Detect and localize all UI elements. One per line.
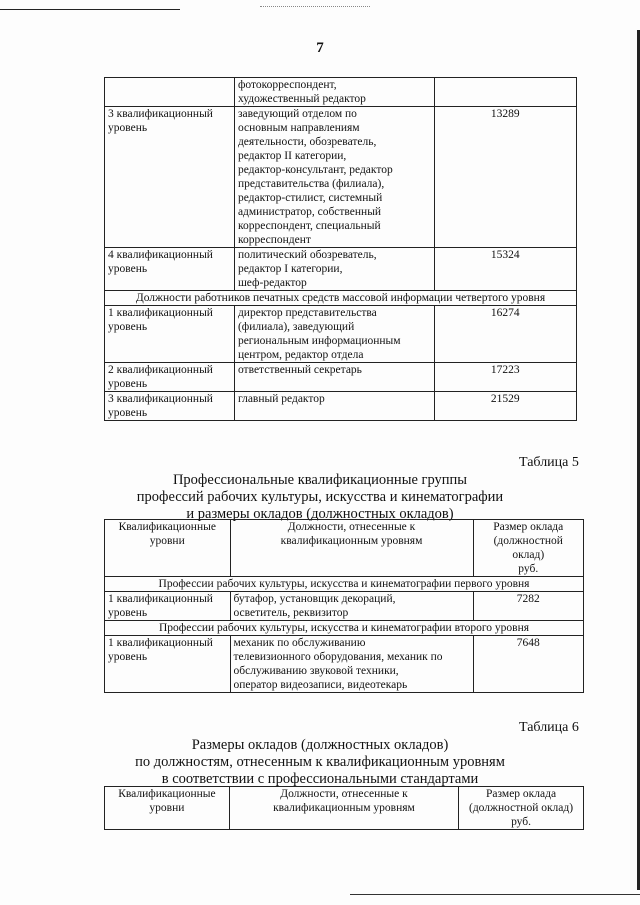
header-salary-cell <box>459 787 584 830</box>
header-salary-text: Размер оклада <box>486 788 557 800</box>
table-row <box>105 592 584 621</box>
positions-text: редактор I категории, <box>237 263 343 275</box>
level-text: 2 квалификационный <box>108 364 213 376</box>
positions-text: деятельности, обозреватель, <box>237 136 377 148</box>
level-cell <box>105 78 235 107</box>
table-5-title-line: профессий рабочих культуры, искусства и кинематографии <box>136 489 504 505</box>
salary-cell: 16274 <box>434 306 576 363</box>
level-cell <box>105 392 235 421</box>
salary-cell: 7648 <box>473 636 583 693</box>
level-cell <box>105 107 235 248</box>
positions-cell <box>234 306 434 363</box>
header-salary-text: Размер оклада <box>493 521 564 533</box>
table-5-title <box>0 472 640 523</box>
level-text: 1 квалификационный <box>108 593 213 605</box>
salary-cell <box>434 78 576 107</box>
table-row <box>105 636 584 693</box>
positions-text: бутафор, установщик декораций, <box>233 593 396 605</box>
positions-text: фотокорреспондент, <box>237 79 337 91</box>
salary-cell: 17223 <box>434 363 576 392</box>
positions-text: заведующий отделом по <box>237 108 357 120</box>
positions-text: главный редактор <box>237 393 325 405</box>
positions-text: ответственный секретарь <box>237 364 362 376</box>
salary-cell: 7282 <box>473 592 583 621</box>
positions-text: корреспондент <box>237 234 311 246</box>
positions-cell <box>234 248 434 291</box>
positions-text: осветитель, реквизитор <box>233 607 349 619</box>
positions-text: оператор видеозаписи, видеотекарь <box>233 679 408 691</box>
group-band-cell: Профессии рабочих культуры, искусства и кинематографии первого уровня <box>105 577 584 592</box>
header-positions-text: квалификационным уровням <box>273 802 415 814</box>
positions-text: политический обозреватель, <box>237 249 377 261</box>
positions-text: директор представительства <box>237 307 377 319</box>
table-6-title-line: Размеры окладов (должностных окладов) <box>191 737 449 753</box>
header-positions-text: Должности, отнесенные к <box>287 521 416 533</box>
level-text: 3 квалификационный <box>108 393 213 405</box>
positions-cell <box>234 363 434 392</box>
level-text: уровень <box>108 378 148 390</box>
header-positions-text: Должности, отнесенные к <box>280 788 408 800</box>
positions-cell <box>234 78 434 107</box>
header-salary-text: оклад) <box>512 549 545 561</box>
positions-text: шеф-редактор <box>237 277 307 289</box>
group-band-row <box>105 291 577 306</box>
table-5-title-line: и размеры окладов (должностных окладов) <box>186 506 454 522</box>
salary-table-culture-workers <box>104 519 584 693</box>
table-row <box>105 248 577 291</box>
positions-text: представительства (филиала), <box>237 178 385 190</box>
positions-cell <box>234 107 434 248</box>
header-level-cell <box>105 787 230 830</box>
positions-text: центром, редактор отдела <box>237 349 364 361</box>
positions-text: администратор, собственный <box>237 206 382 218</box>
header-level-text: уровни <box>149 802 185 814</box>
scan-artifact-noise <box>260 6 370 10</box>
table-6-title <box>0 737 640 788</box>
group-band-cell: Профессии рабочих культуры, искусства и кинематографии второго уровня <box>105 621 584 636</box>
positions-cell <box>230 636 473 693</box>
level-text: уровень <box>108 607 148 619</box>
level-cell <box>105 592 231 621</box>
table-row <box>105 363 577 392</box>
header-salary-text: (должностной <box>493 535 563 547</box>
header-level-text: Квалификационные <box>118 788 216 800</box>
table-5-title-line: Профессиональные квалификационные группы <box>172 472 468 488</box>
level-cell <box>105 306 235 363</box>
table-row <box>105 107 577 248</box>
header-salary-text: руб. <box>518 563 539 575</box>
level-text: уровень <box>108 321 148 333</box>
group-band-row <box>105 577 584 592</box>
header-level-text: уровни <box>149 535 185 547</box>
header-row <box>105 520 584 577</box>
positions-text: редактор-стилист, системный <box>237 192 383 204</box>
table-row <box>105 392 577 421</box>
header-salary-text: (должностной оклад) <box>469 802 574 814</box>
table-5-label: Таблица 5 <box>519 455 579 470</box>
group-band-row <box>105 621 584 636</box>
group-band-cell: Должности работников печатных средств массовой информации четвертого уровня <box>105 291 577 306</box>
table-row <box>105 78 577 107</box>
positions-text: основным направлениям <box>237 122 360 134</box>
header-positions-text: квалификационным уровням <box>280 535 423 547</box>
level-cell <box>105 363 235 392</box>
table-6-title-line: по должностям, отнесенным к квалификационным уровням <box>135 754 505 770</box>
table-row <box>105 306 577 363</box>
positions-text: механик по обслуживанию <box>233 637 366 649</box>
salary-cell: 15324 <box>434 248 576 291</box>
level-cell <box>105 636 231 693</box>
level-text: уровень <box>108 122 148 134</box>
positions-text: региональным информационным <box>237 335 401 347</box>
positions-text: корреспондент, специальный <box>237 220 381 232</box>
salary-table-professional-standards <box>104 786 584 830</box>
level-cell <box>105 248 235 291</box>
level-text: 1 квалификационный <box>108 637 213 649</box>
header-positions-cell <box>230 520 473 577</box>
scan-artifact-line <box>0 9 180 10</box>
positions-cell <box>234 392 434 421</box>
header-positions-cell <box>229 787 458 830</box>
positions-text: (филиала), заведующий <box>237 321 355 333</box>
positions-text: редактор II категории, <box>237 150 347 162</box>
header-salary-cell <box>473 520 583 577</box>
level-text: уровень <box>108 651 148 663</box>
salary-table-print-media <box>104 77 577 421</box>
level-text: 1 квалификационный <box>108 307 213 319</box>
level-text: 3 квалификационный <box>108 108 213 120</box>
level-text: уровень <box>108 407 148 419</box>
positions-text: художественный редактор <box>237 93 366 105</box>
header-row <box>105 787 584 830</box>
positions-text: обслуживанию звуковой техники, <box>233 665 399 677</box>
header-level-text: Квалификационные <box>118 521 216 533</box>
table-6-title-line: в соответствии с профессиональными стандартами <box>161 771 479 787</box>
header-level-cell <box>105 520 231 577</box>
positions-text: телевизионного оборудования, механик по <box>233 651 443 663</box>
positions-text: редактор-консультант, редактор <box>237 164 393 176</box>
page-number: 7 <box>316 40 324 56</box>
salary-cell: 13289 <box>434 107 576 248</box>
level-text: уровень <box>108 263 148 275</box>
salary-cell: 21529 <box>434 392 576 421</box>
header-salary-text: руб. <box>511 816 532 828</box>
positions-cell <box>230 592 473 621</box>
scan-artifact-bottom-line <box>350 894 640 895</box>
table-6-label: Таблица 6 <box>519 720 579 735</box>
level-text: 4 квалификационный <box>108 249 213 261</box>
